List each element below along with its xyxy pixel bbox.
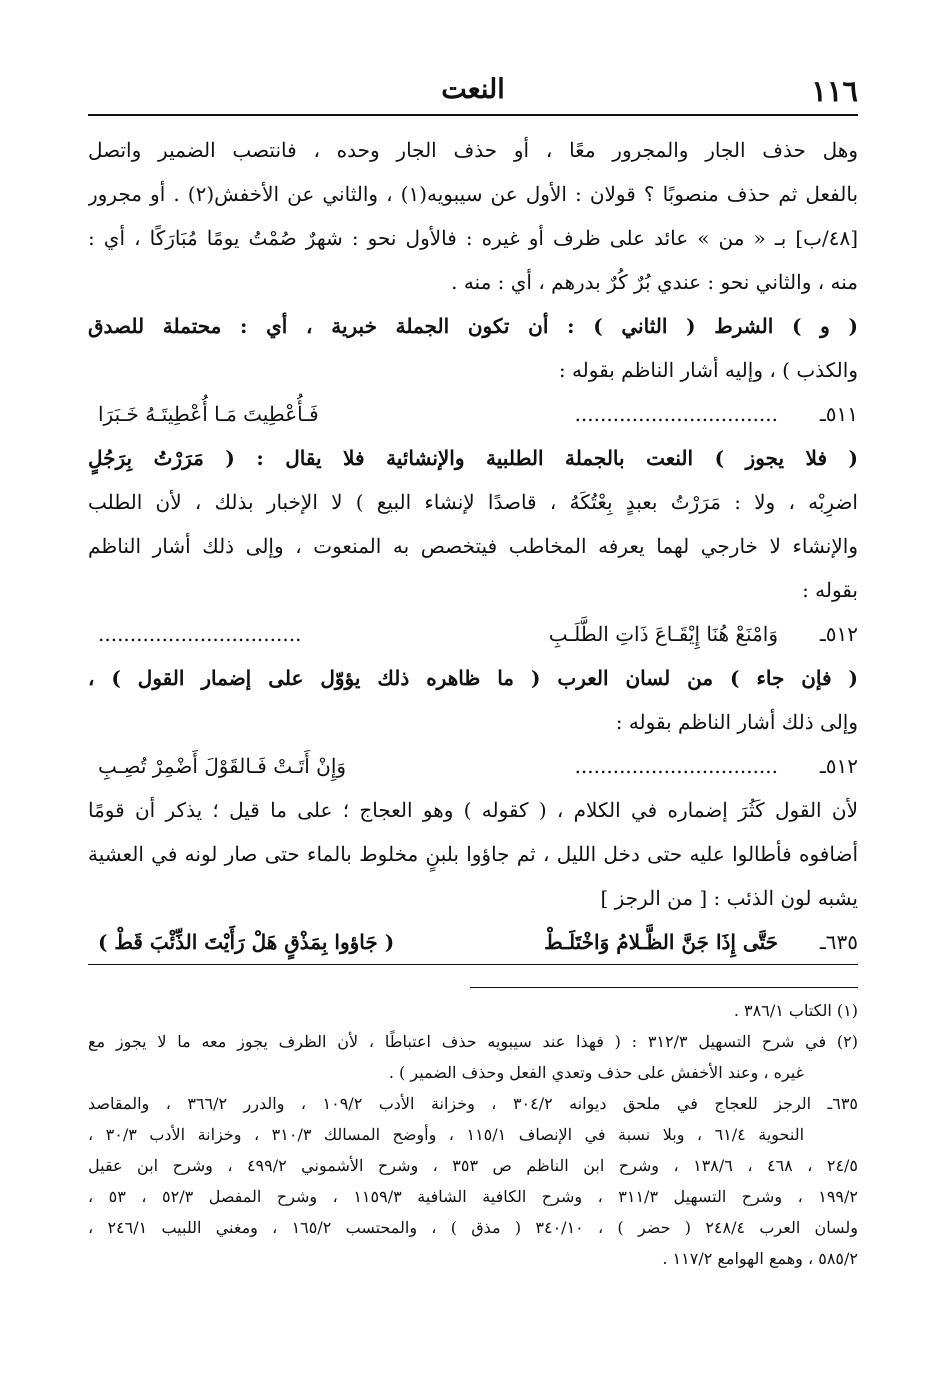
text-line: وإلى ذلك أشار الناظم بقوله : — [615, 710, 858, 734]
verse-number: ٥١٢ـ — [819, 754, 858, 778]
running-title: النعت — [441, 74, 505, 105]
page-header — [88, 70, 858, 116]
footnote-635-cont: ولسان العرب ٢٤٨/٤ ( حضر ) ، ٣٤٠/١٠ ( مذق ) ، والمحتسب ١٦٥/٢ ، ومغني اللبيب ٢٤٦/١ ، — [88, 1218, 858, 1237]
verse-hemistich: حَتَّى إِذَا جَنَّ الظَّـلامُ وَاخْتَلَـطْ — [544, 930, 778, 954]
text-line: [٤٨/ب] بـ « من » عائد على ظرف أو غيره : فالأول نحو : شهرٌ صُمْتُ يومًا مُبَارَكًا ، أي : — [88, 226, 858, 250]
verse-511 — [88, 392, 858, 436]
text-line: والإنشاء لا خارجي لهما يعرفه المخاطب فيتخصص به المنعوت ، وإلى ذلك أشار الناظم — [88, 534, 858, 558]
verse-hemistich: وَإِنْ أَتَـتْ فَـالقَوْلَ أَضْمِرْ تُصِـبِ — [98, 754, 347, 778]
text-line: بالفعل ثم حذف منصوبًا ؟ قولان : الأول عن سيبويه(١) ، والثاني عن الأخفش(٢) . أو مجرور — [88, 182, 858, 206]
verse-number: ٥١١ـ — [819, 402, 858, 426]
verse-number: ٦٣٥ـ — [819, 930, 858, 954]
footnote-635-cont: النحوية ٦١/٤ ، وبلا نسبة في الإنصاف ١١٥/١ ، وأوضح المسالك ٣١٠/٣ ، وخزانة الأدب ٣٠/٣ ، — [88, 1125, 805, 1144]
footnote-635-cont: ٢٤/٥ ، ٤٦٨ ، ١٣٨/٦ ، وشرح ابن الناظم ص ٣٥٣ ، وشرح الأشموني ٤٩٩/٢ ، وشرح ابن عقيل — [88, 1156, 858, 1175]
page-number: ١١٦ — [811, 74, 858, 108]
footnote-635-cont: ٥٨٥/٢ ، وهمع الهوامع ١١٧/٢ . — [662, 1249, 858, 1268]
verse-hemistich: ................................ — [98, 622, 302, 646]
verse-hemistich: ................................ — [574, 402, 778, 426]
text-line: منه ، والثاني نحو : عندي بُرٌ كُرٌ بدرهم ، أي : منه . — [451, 270, 858, 294]
verse-635 — [88, 920, 858, 965]
text-line: ( فلا يجوز ) النعت بالجملة الطلبية والإنشائية فلا يقال : ( مَرَرْتُ بِرَجُلٍ — [88, 446, 858, 470]
footnote-635: ٦٣٥ـ الرجز للعجاج في ملحق ديوانه ٣٠٤/٢ ، وخزانة الأدب ١٠٩/٢ ، والدرر ٣٦٦/٢ ، والمقاصد — [88, 1094, 858, 1113]
verse-hemistich: وَامْنَعْ هُنَا إِيْقَـاعَ ذَاتِ الطَّلَـبِ — [548, 622, 778, 646]
verse-hemistich: فَـأُعْطِيتَ مَـا أُعْطِيتَـهُ خَـبَرَا — [98, 402, 319, 426]
main-text — [88, 128, 858, 965]
text-line: بقوله : — [802, 578, 858, 602]
text-line: ( و ) الشرط ( الثاني ) : أن تكون الجملة خبرية ، أي : محتملة للصدق — [88, 314, 858, 338]
footnote-2: (٢) في شرح التسهيل ٣١٢/٣ : ( فهذا عند سيبويه حذف اعتباطًا ، لأن الظرف يجوز معه ما لا يجوز مع — [88, 1032, 858, 1051]
verse-512a — [88, 612, 858, 656]
text-line: ( فإن جاء ) من لسان العرب ( ما ظاهره ذلك يؤوّل على إضمار القول ) ، — [88, 666, 858, 690]
text-line: وهل حذف الجار والمجرور معًا ، أو حذف الجار وحده ، فانتصب الضمير واتصل — [88, 138, 858, 162]
verse-number: ٥١٢ـ — [819, 622, 858, 646]
text-line: لأن القول كَثُرَ إضماره في الكلام ، ( كقوله ) وهو العجاج ؛ على ما قيل ؛ يذكر أن قومًا — [88, 798, 858, 822]
text-line: أضافوه فأطالوا عليه حتى دخل الليل ، ثم جاؤوا بلبنٍ مخلوط بالماء حتى صار لونه في العشية — [88, 842, 858, 866]
footnote-1: (١) الكتاب ٣٨٦/١ . — [733, 1001, 858, 1020]
verse-hemistich: ................................ — [574, 754, 778, 778]
verse-hemistich: ( جَاؤوا بِمَذْقٍ هَلْ رَأَيْتَ الذِّئْبَ قَطْ ) — [98, 930, 395, 954]
footnotes — [88, 995, 858, 1274]
text-line: والكذب ) ، وإليه أشار الناظم بقوله : — [558, 358, 858, 382]
footnote-2-cont: غيره ، وعند الأخفش على حذف وتعدي الفعل وحذف الضمير ) . — [388, 1063, 804, 1082]
text-line: يشبه لون الذئب : [ من الرجز ] — [600, 886, 858, 910]
footnote-rule — [470, 987, 858, 988]
footnote-635-cont: ١٩٩/٢ ، وشرح التسهيل ٣١١/٣ ، وشرح الكافية الشافية ١١٥٩/٣ ، وشرح المفصل ٥٢/٣ ، ٥٣ ، — [88, 1187, 858, 1206]
text-line: اضرِبْه ، ولا : مَرَرْتُ بعبدٍ بِعْتُكَهُ ، قاصدًا لإنشاء البيع ) لا الإخبار بذلك ، لأن الطلب — [88, 490, 858, 514]
verse-512b — [88, 744, 858, 788]
